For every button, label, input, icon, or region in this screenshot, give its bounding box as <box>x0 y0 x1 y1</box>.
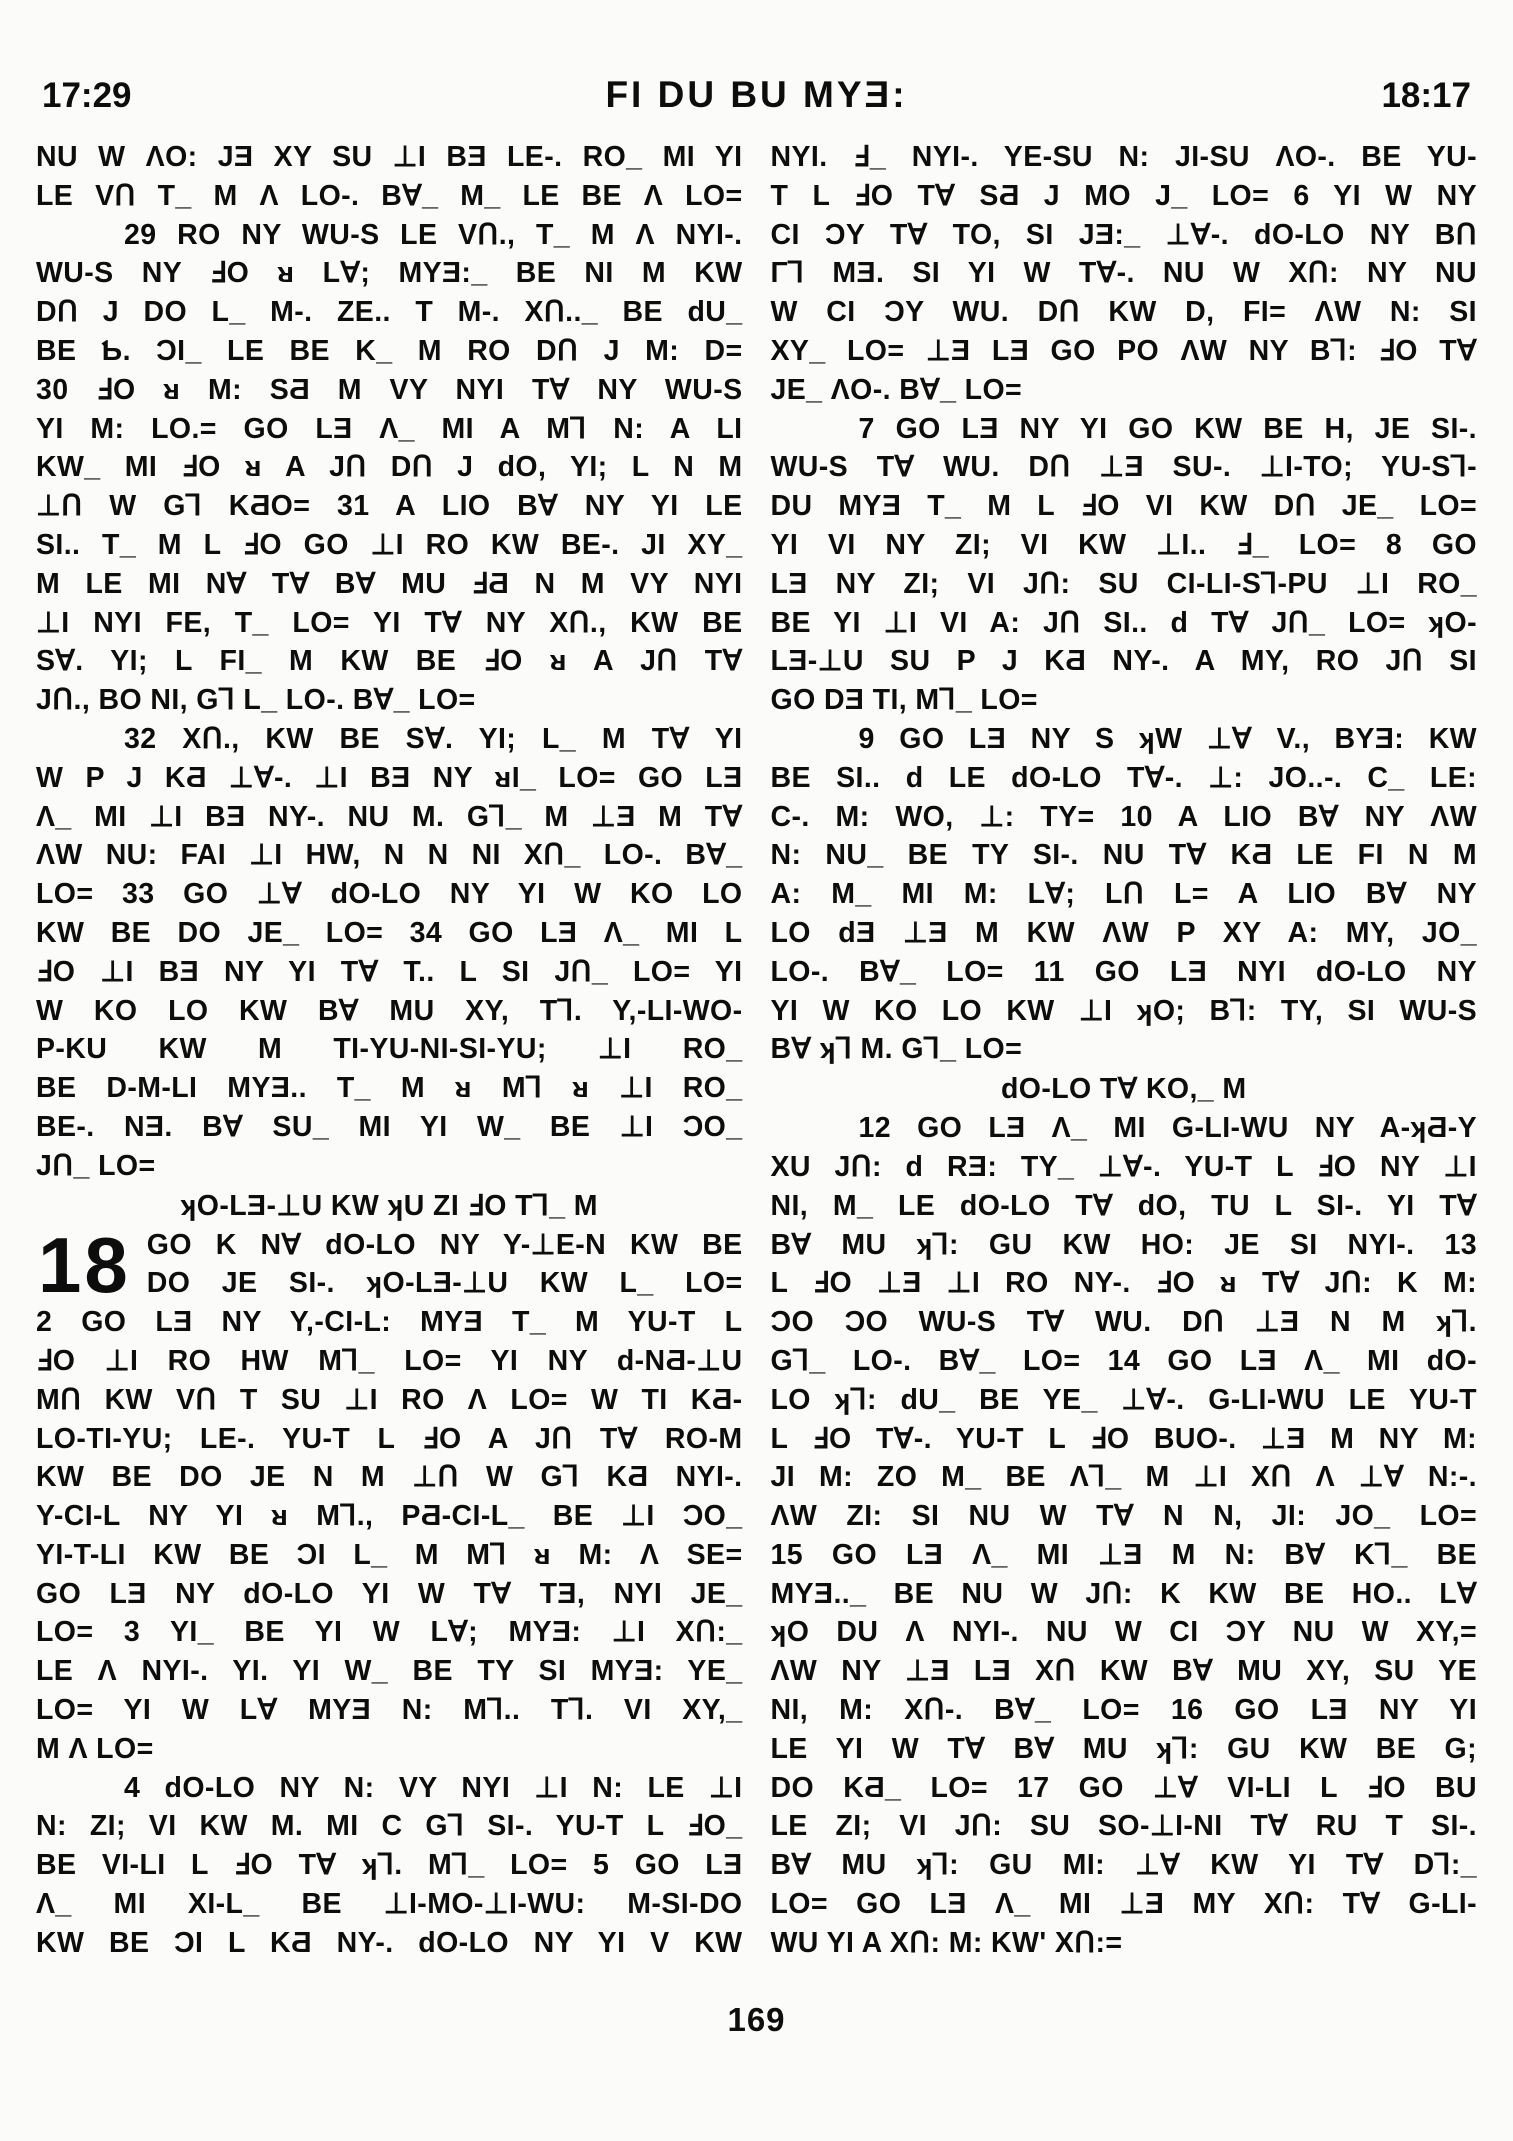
text-line: BE-. NƎ. B∀ SU_ MI YI W_ BE ⊥I ƆO_ <box>36 1110 743 1143</box>
text-line: BE SI.. d LE dO-LO T∀-. ⊥: JO..-. C_ LE: <box>770 761 1477 794</box>
text-line: 32 XՈ., KW BE S∀. YI; L_ M T∀ YI <box>124 722 743 755</box>
text-line: WU-S T∀ WU. DՈ ⊥Ǝ SU-. ⊥I-TO; YU-S⅂- <box>770 451 1477 484</box>
header-book-title: FI DU BU MYƎ: <box>605 74 908 115</box>
verse-number: 3 <box>123 1616 141 1649</box>
text-line: ΛW NU: FAI ⊥I HW, N N NI XՈ_ LO-. B∀_ <box>36 839 743 872</box>
verse-number: 8 <box>1385 528 1403 561</box>
text-line: ⊥Ո W G⅂ KƋO= 31 A LIO B∀ NY YI LE <box>36 490 743 523</box>
text-line: LO= 33 GO ⊥∀ dO-LO NY YI W KO LO <box>36 878 743 911</box>
chapter-number: 18 <box>38 1220 131 1309</box>
section-heading: dO-LO T∀ KO,_ M <box>1000 1073 1247 1106</box>
text-line: ƆO ƆO WU-S T∀ WU. DՈ ⊥Ǝ N M ʞ⅂. <box>770 1306 1477 1339</box>
text-line: Λ_ MI ⊥I BƎ NY-. NU M. G⅂_ M ⊥Ǝ M T∀ <box>36 800 743 833</box>
verse-number: 13 <box>1444 1228 1477 1261</box>
text-line: LO-. B∀_ LO= 11 GO LƎ NYI dO-LO NY <box>770 955 1477 988</box>
text-line: Λ_ MI XI-L_ BE ⊥I-MO-⊥I-WU: M-SI-DO <box>36 1888 743 1921</box>
verse-number: 5 <box>592 1849 610 1882</box>
text-line: BE VI-LI L ℲO T∀ ʞ⅂. M⅂_ LO= 5 GO LƎ <box>36 1849 743 1882</box>
text-line: Y-CI-L NY YI ᴚ M⅂., PƋ-CI-L_ BE ⊥I ƆO_ <box>36 1500 743 1533</box>
text-line: DU MYƎ T_ M L ℲO VI KW DՈ JE_ LO= <box>770 490 1477 523</box>
verse-number: 6 <box>1293 179 1310 212</box>
text-line: JՈ_ LO= <box>36 1149 156 1182</box>
text-line: YI M: LO.= GO LƎ Λ_ MI A M⅂ N: A LI <box>36 412 743 445</box>
page-number: 169 <box>727 2001 786 2038</box>
text-line: S∀. YI; L FI_ M KW BE ℲO ᴚ A JՈ T∀ <box>36 645 743 678</box>
text-line: MՈ KW VՈ T SU ⊥I RO Λ LO= W TI KƋ- <box>36 1383 743 1416</box>
text-line: T L ℲO T∀ SƋ J MO J_ LO= 6 YI W NY <box>770 179 1477 212</box>
text-line: LO= YI W L∀ MYƎ N: M⅂.. T⅂. VI XY,_ <box>36 1694 743 1727</box>
text-line: LO ʞ⅂: dU_ BE YE_ ⊥∀-. G-LI-WU LE YU-T <box>770 1383 1477 1416</box>
text-line: 7 GO LƎ NY YI GO KW BE H, JE SI-. <box>858 412 1477 445</box>
text-line: DO JE SI-. ʞO-LƎ-⊥U KW L_ LO= <box>146 1267 743 1300</box>
paragraph <box>771 138 1478 410</box>
verse-number: 10 <box>1120 800 1153 833</box>
text-line: JE_ ΛO-. B∀_ LO= <box>770 373 1023 406</box>
text-line: WU YI A XՈ: M: KW' XՈ:= <box>770 1926 1123 1959</box>
text-line: M Λ LO= <box>36 1732 154 1765</box>
text-line: W P J KƋ ⊥∀-. ⊥I BƎ NY ᴚI_ LO= GO LƎ <box>36 761 743 794</box>
text-line: LE ZI; VI JՈ: SU SO-⊥I-NI T∀ RU T SI-. <box>770 1810 1477 1843</box>
text-line: B∀ ʞ⅂ M. G⅂_ LO= <box>770 1033 1023 1066</box>
text-line: ℲO ⊥I BƎ NY YI T∀ T.. L SI JՈ_ LO= YI <box>36 955 743 988</box>
text-line: 9 GO LƎ NY S ʞW ⊥∀ V., BYƎ: KW <box>858 722 1477 755</box>
text-line: LO dƎ ⊥Ǝ M KW ΛW P XY A: MY, JO_ <box>770 916 1477 949</box>
paragraph <box>36 138 743 216</box>
text-line: 4 dO-LO NY N: VY NYI ⊥I N: LE ⊥I <box>124 1771 743 1804</box>
text-line: 29 RO NY WU-S LE VՈ., T_ M Λ NYI-. <box>124 218 743 251</box>
text-line: XU JՈ: d RƎ: TY_ ⊥∀-. YU-T L ℲO NY ⊥I <box>770 1150 1477 1183</box>
text-line: BE YI ⊥I VI A: JՈ SI.. d T∀ JՈ_ LO= ʞO- <box>770 606 1477 639</box>
verse-number: 32 <box>124 722 157 755</box>
text-line: W KO LO KW B∀ MU XY, T⅂. Y,-LI-WO- <box>36 994 743 1027</box>
text-line: LE Λ NYI-. YI. YI W_ BE TY SI MYƎ: YE_ <box>36 1655 743 1688</box>
text-line: KW BE ƆI L KƋ NY-. dO-LO NY YI V KW <box>36 1926 743 1959</box>
text-line: N: NU_ BE TY SI-. NU T∀ KƋ LE FI N M <box>770 839 1477 872</box>
text-line: GO LƎ NY dO-LO YI W T∀ TƎ, NYI JE_ <box>36 1577 743 1610</box>
text-line: LƎ NY ZI; VI JՈ: SU CI-LI-S⅂-PU ⊥I RO_ <box>770 567 1477 600</box>
text-line: C-. M: WO, ⊥: TY= 10 A LIO B∀ NY ΛW <box>770 800 1477 833</box>
paragraph <box>36 1769 743 1963</box>
text-line: M LE MI N∀ T∀ B∀ MU ℲƋ N M VY NYI <box>36 567 743 600</box>
verse-number: 17 <box>1017 1771 1050 1804</box>
verse-number: 2 <box>36 1306 53 1339</box>
verse-number: 16 <box>1170 1694 1204 1727</box>
text-line: DO KƋ_ LO= 17 GO ⊥∀ VI-LI L ℲO BU <box>770 1771 1477 1804</box>
verse-number: 12 <box>858 1112 892 1145</box>
text-line: KW BE DO JE N M ⊥Ո W G⅂ KƋ NYI-. <box>36 1461 743 1494</box>
text-line: XY_ LO= ⊥Ǝ LƎ GO PO ΛW NY B⅂: ℲO T∀ <box>770 334 1477 367</box>
paragraph <box>36 216 743 720</box>
text-line: YI W KO LO KW ⊥I ʞO; B⅂: TY, SI WU-S <box>770 994 1477 1027</box>
text-line: G⅂_ LO-. B∀_ LO= 14 GO LƎ Λ_ MI dO- <box>770 1344 1477 1377</box>
text-line: YI-T-LI KW BE ƆI L_ M M⅂ ᴚ M: Λ SE= <box>36 1538 743 1571</box>
text-line: MYƎ.._ BE NU W JՈ: K KW BE HO.. L∀ <box>770 1577 1477 1610</box>
column-right <box>771 138 1478 1963</box>
text-line: Γ⅂ MƎ. SI YI W T∀-. NU W XՈ: NY NU <box>770 257 1477 290</box>
text-line: L ℲO ⊥Ǝ ⊥I RO NY-. ℲO ᴚ T∀ JՈ: K M: <box>770 1267 1477 1300</box>
text-line: BE Ƅ. ƆI_ LE BE K_ M RO DՈ J M: D= <box>36 334 743 367</box>
verse-number: 31 <box>336 490 370 523</box>
verse-number: 9 <box>858 722 875 755</box>
text-line: NI, M: XՈ-. B∀_ LO= 16 GO LƎ NY YI <box>770 1694 1478 1727</box>
text-line: LO-TI-YU; LE-. YU-T L ℲO A JՈ T∀ RO-M <box>36 1422 743 1455</box>
paragraph <box>771 410 1478 720</box>
text-line: CI ƆY T∀ TO, SI JƎ:_ ⊥∀-. dO-LO NY BՈ <box>770 218 1477 251</box>
text-line: ΛW NY ⊥Ǝ LƎ XՈ KW B∀ MU XY, SU YE <box>770 1655 1477 1688</box>
header-verse-range-left: 17:29 <box>42 76 132 115</box>
paragraph <box>771 720 1478 1069</box>
text-line: BE D-M-LI MYƎ.. T_ M ᴚ M⅂ ᴚ ⊥I RO_ <box>36 1072 743 1105</box>
text-line: ΛW ZI: SI NU W T∀ N N, JI: JO_ LO= <box>770 1500 1477 1533</box>
text-line: YI VI NY ZI; VI KW ⊥I.. Ⅎ_ LO= 8 GO <box>770 528 1477 561</box>
text-line: ʞO DU Λ NYI-. NU W CI ƆY NU W XY,= <box>770 1616 1477 1649</box>
text-line: JI M: ZO M_ BE Λ⅂_ M ⊥I XՈ Λ ⊥∀ N:-. <box>770 1461 1477 1494</box>
paragraph <box>36 720 743 1186</box>
text-line: B∀ MU ʞ⅂: GU MI: ⊥∀ KW YI T∀ D⅂:_ <box>770 1849 1477 1882</box>
paragraph <box>771 1109 1478 1963</box>
text-line: LE YI W T∀ B∀ MU ʞ⅂: GU KW BE G; <box>770 1732 1477 1765</box>
text-line: 2 GO LƎ NY Y,-CI-L: MYƎ T_ M YU-T L <box>36 1306 743 1339</box>
text-line: NYI. Ⅎ_ NYI-. YE-SU N: JI-SU ΛO-. BE YU- <box>770 141 1477 173</box>
text-line: LƎ-⊥U SU P J KƋ NY-. A MY, RO JՈ SI <box>770 645 1477 678</box>
text-line: WU-S NY ℲO ᴚ L∀; MYƎ:_ BE NI M KW <box>36 257 743 290</box>
text-line: LO= 3 YI_ BE YI W L∀; MYƎ: ⊥I XՈ:_ <box>36 1616 743 1649</box>
text-line: 15 GO LƎ Λ_ MI ⊥Ǝ M N: B∀ K⅂_ BE <box>770 1538 1477 1571</box>
verse-number: 14 <box>1107 1344 1141 1377</box>
text-line: KW BE DO JE_ LO= 34 GO LƎ Λ_ MI L <box>36 916 743 949</box>
text-line: ⊥I NYI FE, T_ LO= YI T∀ NY XՈ., KW BE <box>36 606 743 639</box>
text-line: DՈ J DO L_ M-. ZE.. T M-. XՈ.._ BE dU_ <box>36 296 743 329</box>
text-line: 30 ℲO ᴚ M: SƋ M VY NYI T∀ NY WU-S <box>36 373 743 406</box>
text-line: KW_ MI ℲO ᴚ A JՈ DՈ J dO, YI; L N M <box>36 451 743 484</box>
text-line: B∀ MU ʞ⅂: GU KW HO: JE SI NYI-. 13 <box>770 1228 1477 1261</box>
verse-number: 7 <box>858 412 875 445</box>
text-line: LO= GO LƎ Λ_ MI ⊥Ǝ MY XՈ: T∀ G-LI- <box>770 1888 1477 1921</box>
verse-number: 34 <box>409 916 443 949</box>
text-line: LE VՈ T_ M Λ LO-. B∀_ M_ LE BE Λ LO= <box>36 179 743 212</box>
verse-number: 30 <box>36 373 69 406</box>
text-line: W CI ƆY WU. DՈ KW D, FI= ΛW N: SI <box>770 296 1477 329</box>
text-line: N: ZI; VI KW M. MI C G⅂ SI-. YU-T L ℲO_ <box>36 1810 743 1843</box>
verse-number: 29 <box>124 218 157 251</box>
verse-number: 33 <box>122 878 155 911</box>
text-line: GO DƎ TI, M⅂_ LO= <box>770 684 1038 717</box>
text-columns <box>36 138 1477 1963</box>
text-line: P-KU KW M TI-YU-NI-SI-YU; ⊥I RO_ <box>36 1033 743 1066</box>
column-left <box>36 138 743 1963</box>
verse-number: 11 <box>1033 955 1065 988</box>
text-line: 12 GO LƎ Λ_ MI G-LI-WU NY A-ʞƋ-Y <box>858 1112 1477 1145</box>
running-header <box>36 0 1477 130</box>
text-line: SI.. T_ M L ℲO GO ⊥I RO KW BE-. JI XY_ <box>36 528 743 561</box>
verse-number: 15 <box>770 1538 804 1571</box>
text-line: A: M_ MI M: L∀; LՈ L= A LIO B∀ NY <box>770 878 1477 911</box>
text-line: L ℲO T∀-. YU-T L ℲO BUO-. ⊥Ǝ M NY M: <box>770 1422 1477 1455</box>
text-line: NU W ΛO: JƎ XY SU ⊥I BƎ LE-. RO_ MI YI <box>36 141 743 173</box>
verse-number: 4 <box>124 1771 141 1804</box>
header-verse-range-right: 18:17 <box>1381 76 1471 115</box>
section-heading: ʞO-LƎ-⊥U KW ʞU ZI ℲO T⅂_ M <box>180 1189 598 1222</box>
text-line: NI, M_ LE dO-LO T∀ dO, TU L SI-. YI T∀ <box>770 1189 1477 1222</box>
chapter-paragraph <box>36 1220 743 1769</box>
text-line: JՈ., BO NI, G⅂ L_ LO-. B∀_ LO= <box>36 684 476 717</box>
text-line: GO K N∀ dO-LO NY Y-⊥E-N KW BE <box>146 1228 743 1261</box>
text-line: ℲO ⊥I RO HW M⅂_ LO= YI NY d-NƋ-⊥U <box>36 1344 743 1377</box>
